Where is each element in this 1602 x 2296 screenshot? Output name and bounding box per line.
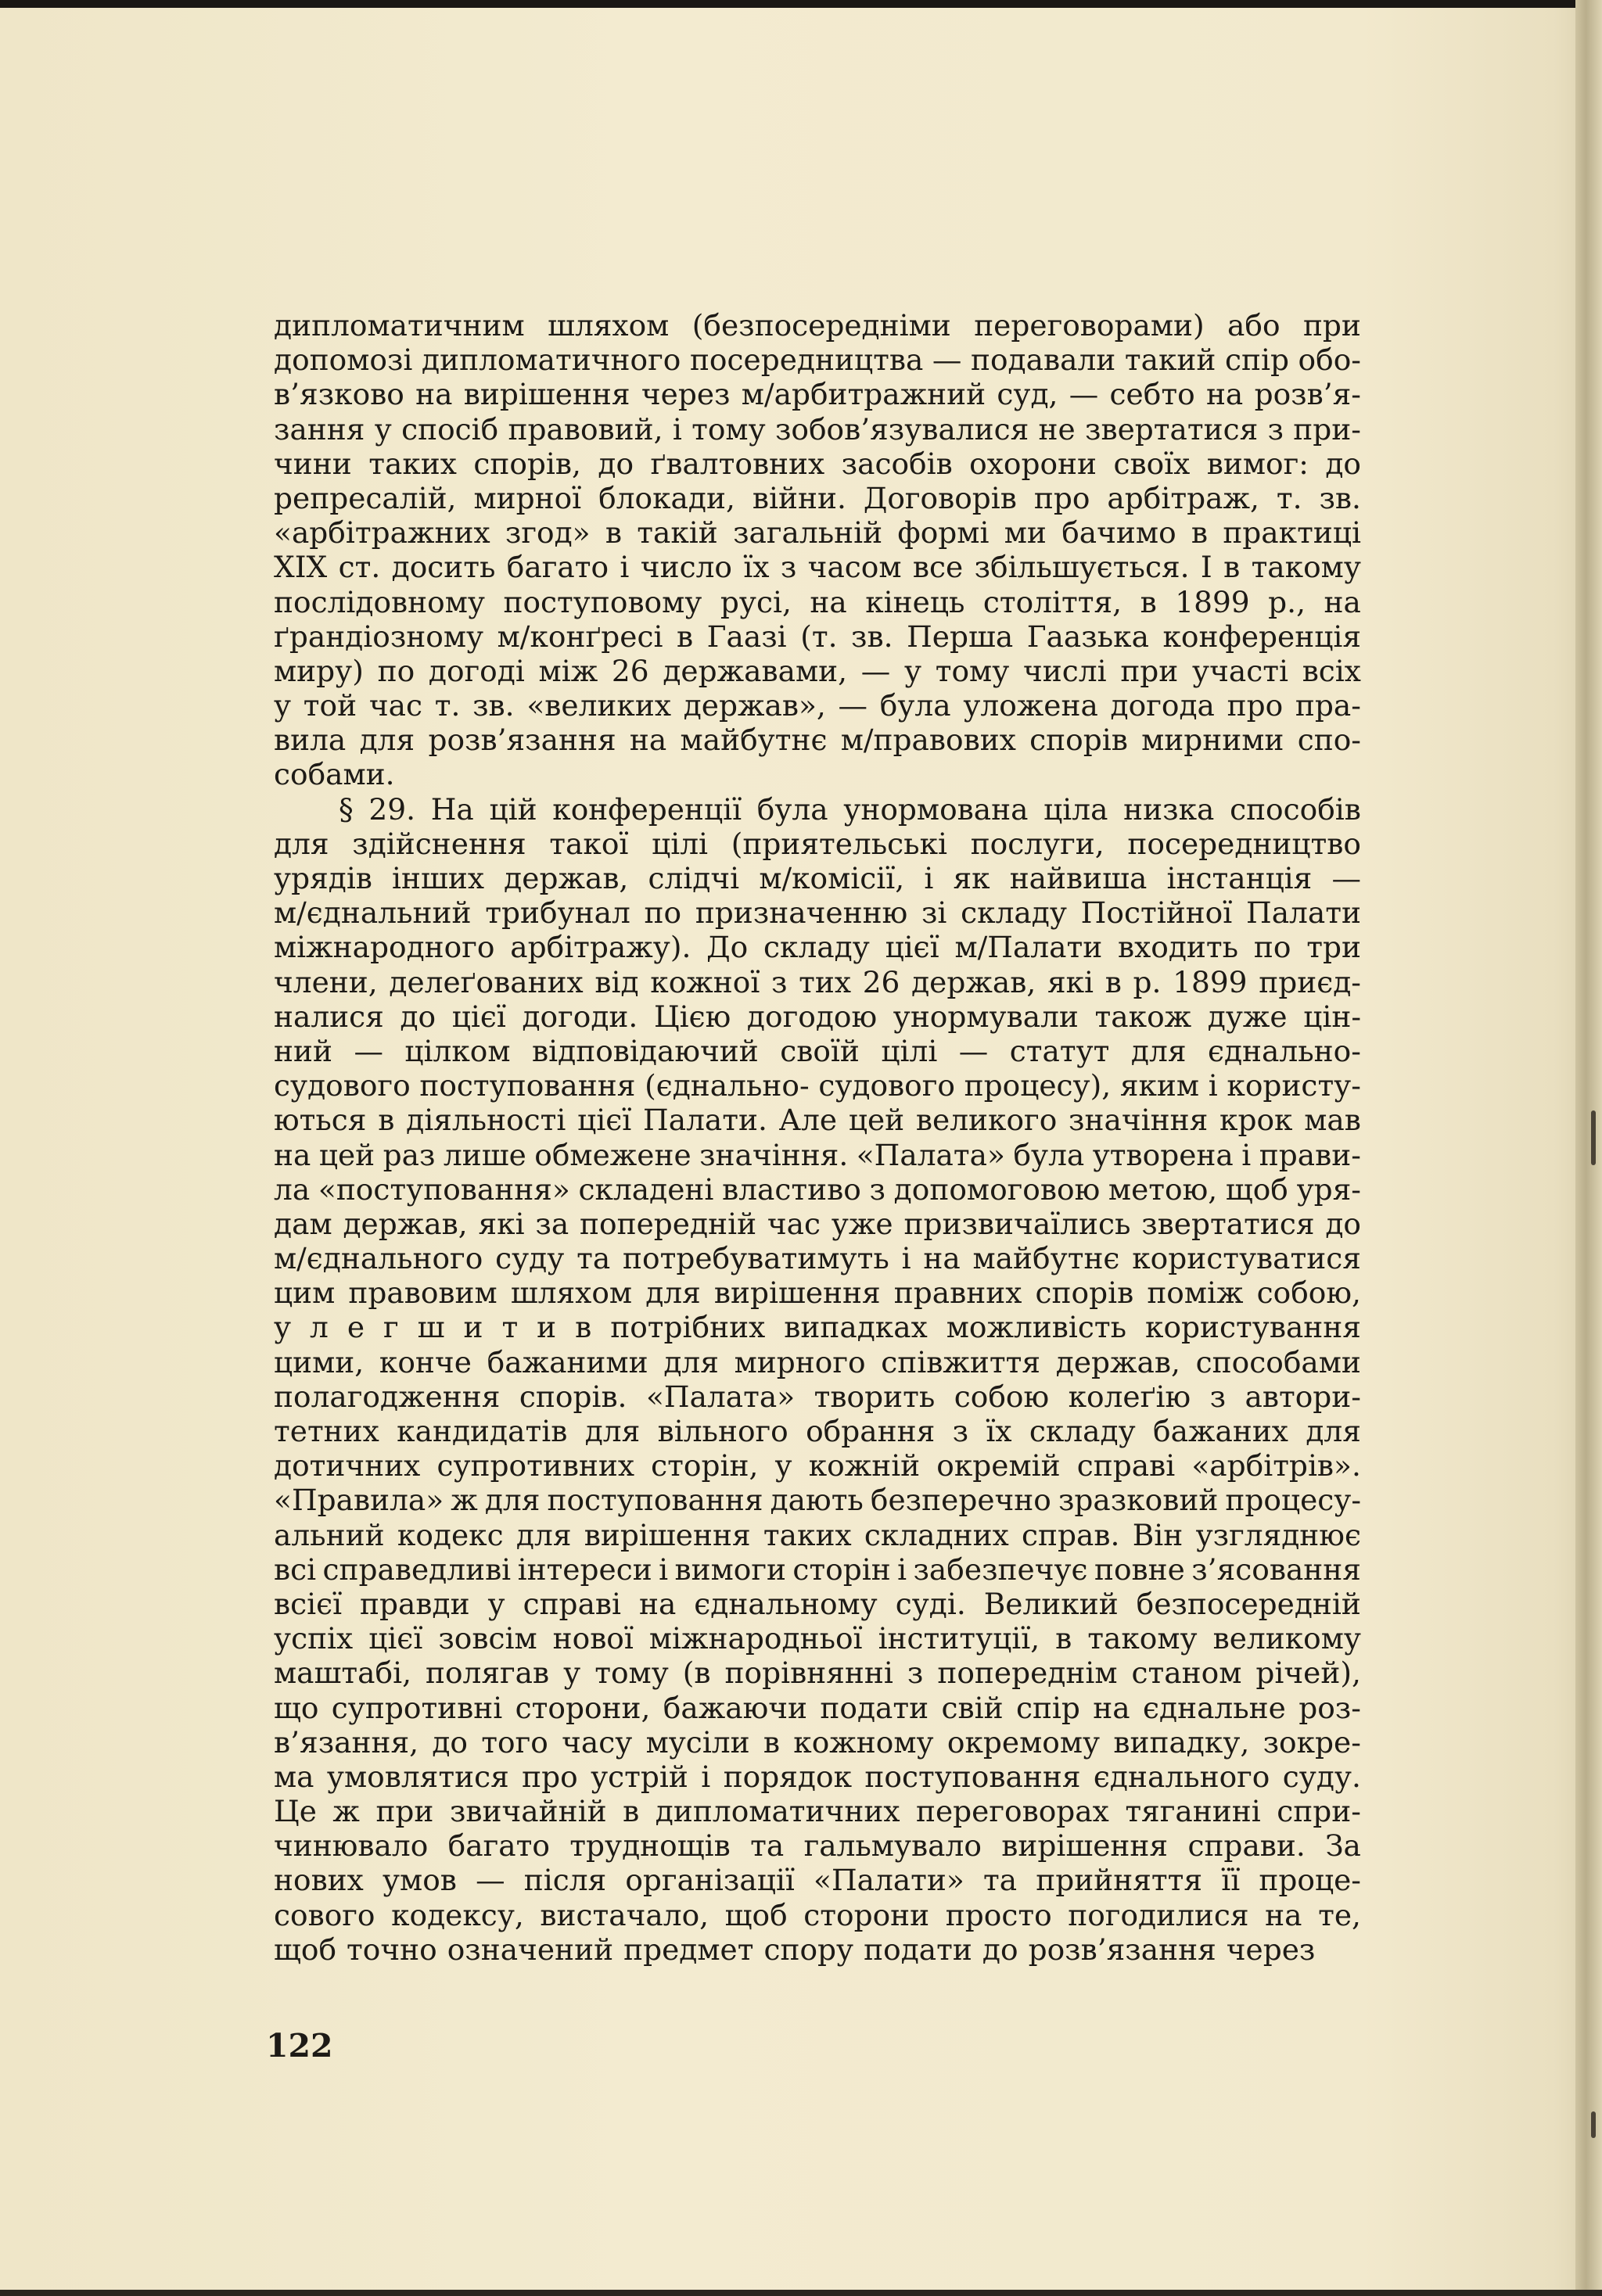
text-line: у той час т. зв. «великих держав», — була уложена догода про пра-: [274, 688, 1361, 723]
text-line: нових умов — після організації «Палати» та прийняття її проце-: [274, 1863, 1361, 1898]
text-line: урядів інших держав, слідчі м/комісії, і як найвиша інстанція —: [274, 861, 1361, 895]
text-line: чинювало багато труднощів та гальмувало вирішення справи. За: [274, 1828, 1361, 1864]
text-line: м/єднального суду та потребуватимуть і на майбутнє користуватися: [274, 1241, 1361, 1276]
text-line: дам держав, які за попередній час уже призвичаїлись звертатися до: [274, 1206, 1361, 1241]
text-line: члени, делеґованих від кожної з тих 26 держав, які в р. 1899 приєд-: [274, 964, 1361, 999]
text-line: Це ж при звичайній в дипломатичних переговорах тяганині спри-: [274, 1794, 1361, 1829]
text-line: маштабі, полягав у тому (в порівнянні з попереднім станом річей),: [274, 1656, 1361, 1691]
page-number: 122: [266, 2027, 333, 2065]
text-line: щоб точно означений предмет спору подати до розв’язання через: [274, 1932, 1316, 1967]
text-line: репресалій, мирної блокади, війни. Договорів про арбітраж, т. зв.: [274, 480, 1361, 515]
text-line: ґрандіозному м/конґресі в Гаазі (т. зв. Перша Гаазька конференція: [274, 619, 1361, 654]
text-line: альний кодекс для вирішення таких складних справ. Він узгляднює: [274, 1517, 1361, 1552]
text-line: всі справедливі інтереси і вимоги сторін і забезпечує повне з’ясовання: [274, 1552, 1361, 1587]
text-line: дипломатичним шляхом (безпосередніми переговорами) або при: [274, 308, 1361, 343]
text-line: на цей раз лише обмежене значіння. «Палата» була утворена і прави-: [274, 1137, 1361, 1172]
text-line: що супротивні сторони, бажаючи подати свій спір на єднальне роз-: [274, 1690, 1361, 1725]
text-line: налися до цієї догоди. Цією догодою унормували також дуже цін-: [274, 999, 1361, 1034]
text-line: ються в діяльності цієї Палати. Але цей великого значіння крок мав: [274, 1103, 1361, 1138]
text-line: собами.: [274, 757, 395, 792]
text-line: чини таких спорів, до ґвалтовних засобів охорони своїх вимог: до: [274, 446, 1361, 481]
text-line: у л е г ш и т и в потрібних випадках можливість користування: [274, 1310, 1361, 1345]
text-line: допомозі дипломатичного посередництва — подавали такий спір обо-: [274, 343, 1361, 378]
text-line: для здійснення такої цілі (приятельські послуги, посередництво: [274, 826, 1361, 861]
text-line: «арбітражних згод» в такій загальній формі ми бачимо в практиці: [274, 515, 1361, 551]
edge-mark: [1591, 2111, 1596, 2138]
text-line: ла «поступовання» складені властиво з допомоговою метою, щоб уря-: [274, 1171, 1361, 1207]
text-line: тетних кандидатів для вільного обрання з їх складу бажаних для: [274, 1414, 1361, 1448]
text-line: в’язання, до того часу мусіли в кожному окремому випадку, зокре-: [274, 1724, 1361, 1760]
text-line: § 29. На цій конференції була унормована ціла низка способів: [339, 791, 1361, 827]
text-line: вила для розв’язання на майбутнє м/правових спорів мирними спо-: [274, 723, 1361, 758]
text-line: судового поступовання (єднально- судового процесу), яким і користу-: [274, 1068, 1361, 1103]
text-line: дотичних супротивних сторін, у кожній окремій справі «арбітрів».: [274, 1448, 1361, 1483]
body-text: [274, 308, 1361, 1967]
scan-right-edge: [1575, 0, 1602, 2296]
text-line: полагодження спорів. «Палата» творить собою колеґію з автори-: [274, 1379, 1361, 1414]
text-line: м/єднальний трибунал по призначенню зі складу Постійної Палати: [274, 895, 1361, 931]
text-line: миру) по догоді між 26 державами, — у тому числі при участі всіх: [274, 653, 1361, 688]
text-line: сового кодексу, вистачало, щоб сторони просто погодилися на те,: [274, 1897, 1361, 1932]
text-line: цими, конче бажаними для мирного співжиття держав, способами: [274, 1344, 1361, 1379]
text-line: «Правила» ж для поступовання дають безперечно зразковий процесу-: [274, 1483, 1361, 1518]
edge-mark: [1591, 1110, 1596, 1165]
text-line: успіх цієї зовсім нової міжнародньої інституції, в такому великому: [274, 1621, 1361, 1656]
scan-top-border: [0, 0, 1602, 8]
scan-bottom-border: [0, 2290, 1602, 2296]
text-line: XIX ст. досить багато і число їх з часом все збільшується. І в такому: [274, 550, 1361, 585]
text-line: послідовному поступовому русі, на кінець століття, в 1899 р., на: [274, 584, 1361, 619]
text-line: в’язково на вирішення через м/арбитражний суд, — себто на розв’я-: [274, 377, 1361, 412]
text-line: ний — цілком відповідаючий своїй цілі — статут для єднально-: [274, 1033, 1361, 1068]
text-line: зання у спосіб правовий, і тому зобов’язувалися не звертатися з при-: [274, 411, 1361, 447]
text-line: цим правовим шляхом для вирішення правних спорів поміж собою,: [274, 1275, 1361, 1311]
text-line: міжнародного арбітражу). До складу цієї м/Палати входить по три: [274, 930, 1361, 965]
text-line: всієї правди у справі на єднальному суді. Великий безпосередній: [274, 1586, 1361, 1621]
text-line: ма умовлятися про устрій і порядок поступовання єднального суду.: [274, 1759, 1361, 1794]
